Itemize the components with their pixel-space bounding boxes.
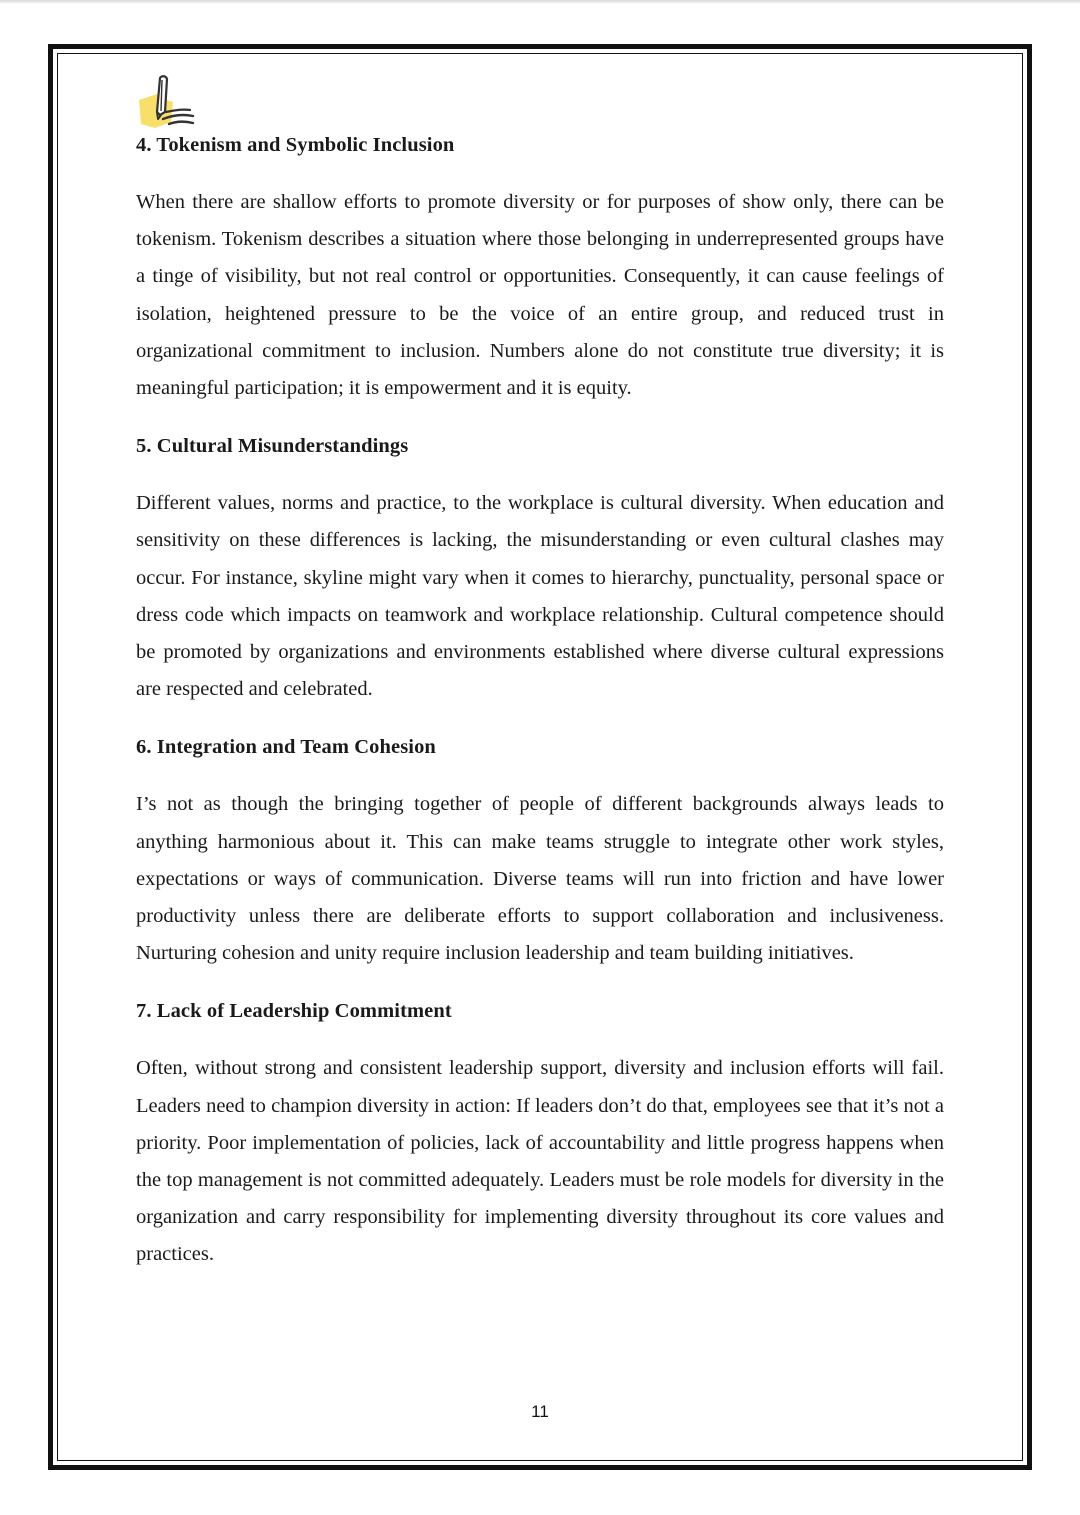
section-paragraph-leadership-commitment: Often, without strong and consistent leadership support, diversity and inclusion efforts will fail. Leaders need to champion diversity in action: If leaders don’t do that, employees see that it’s not a priority. Poor implementation of policies, lack of accountability and little progress happens when the top management is not committed adequately. Leaders must be role models for diversity in the organization and carry responsibility for implementing diversity throughout its core values and practices. (136, 1057, 944, 1266)
section-heading-cultural-misunderstandings: 5. Cultural Misunderstandings (136, 435, 409, 458)
page-number: 11 (531, 1402, 549, 1421)
pen-writing-icon (133, 72, 203, 132)
document-body (136, 128, 944, 1274)
section-paragraph-tokenism: When there are shallow efforts to promote diversity or for purposes of show only, there can be tokenism. Tokenism describes a situation where those belonging in underrepresented groups have a tinge of visibility, but not real control or opportunities. Consequently, it can cause feelings of isolation, heightened pressure to be the voice of an entire group, and reduced trust in organizational commitment to inclusion. Numbers alone do not constitute true diversity; it is meaningful participation; it is empowerment and it is equity. (136, 191, 944, 400)
page-top-edge (0, 0, 1080, 4)
section-heading-leadership-commitment: 7. Lack of Leadership Commitment (136, 1000, 452, 1023)
section-paragraph-cultural-misunderstandings: Different values, norms and practice, to the workplace is cultural diversity. When education and sensitivity on these differences is lacking, the misunderstanding or even cultural clashes may occur. For instance, skyline might vary when it comes to hierarchy, punctuality, personal space or dress code which impacts on teamwork and workplace relationship. Cultural competence should be promoted by organizations and environments established where diverse cultural expressions are respected and celebrated. (136, 492, 944, 701)
section-heading-tokenism: 4. Tokenism and Symbolic Inclusion (136, 134, 455, 156)
section-paragraph-integration-team-cohesion: I’s not as though the bringing together of people of different backgrounds always leads to anything harmonious about it. This can make teams struggle to integrate other work styles, expectations or ways of communication. Diverse teams will run into friction and have lower productivity unless there are deliberate efforts to support collaboration and inclusiveness. Nurturing cohesion and unity require inclusion leadership and team building initiatives. (136, 793, 944, 965)
section-heading-integration-team-cohesion: 6. Integration and Team Cohesion (136, 736, 436, 759)
